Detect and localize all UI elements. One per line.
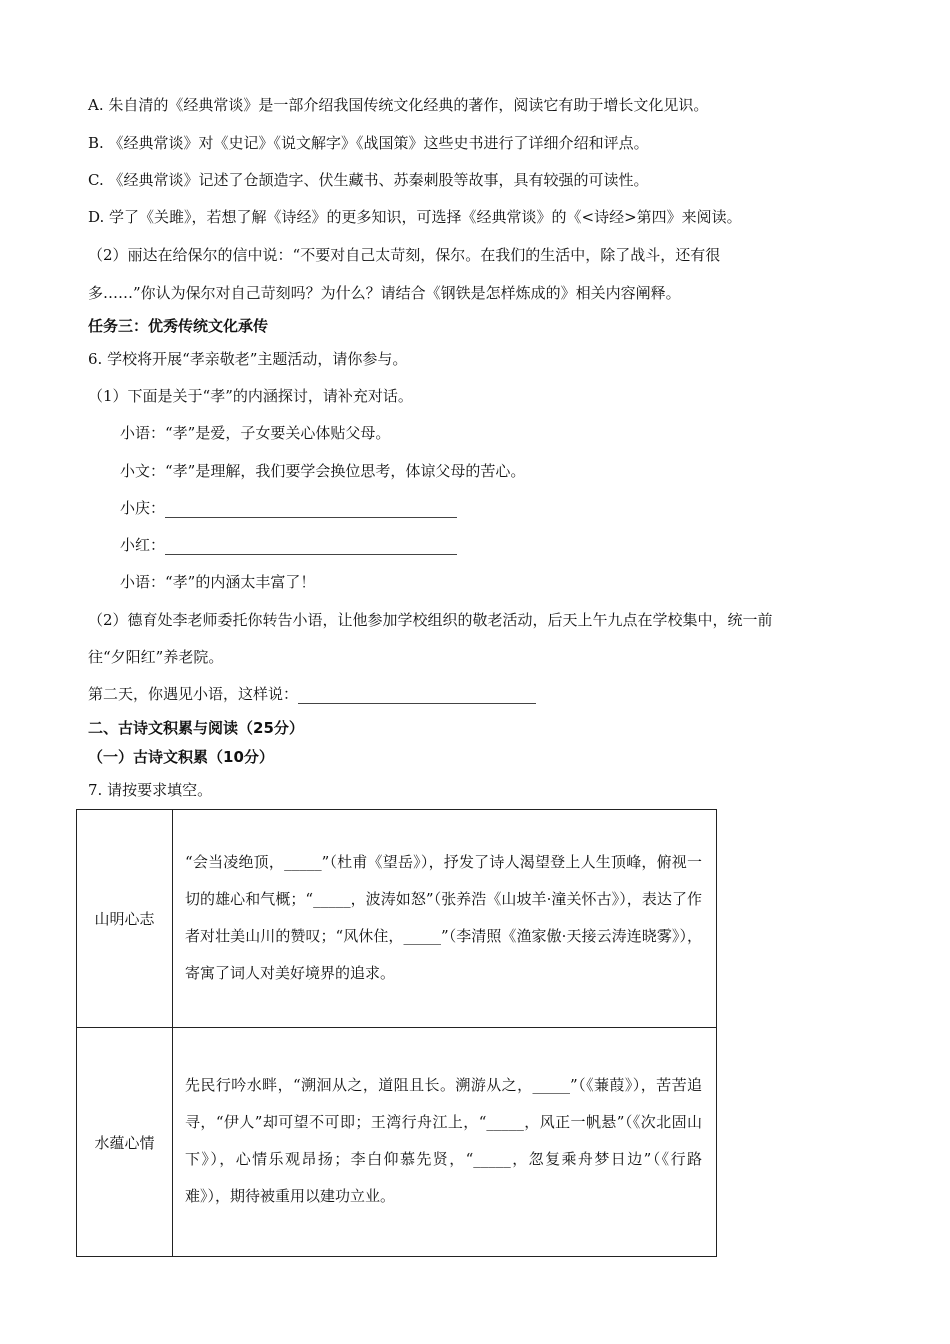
dialog-xiaoqing-row [120, 498, 457, 518]
q6-next-day-text: 第二天，你遇见小语，这样说： [88, 685, 299, 703]
answer-blank-next-day[interactable] [298, 689, 536, 704]
answer-blank-xiaohong[interactable] [165, 540, 457, 555]
row1-content[interactable]: “会当凌绝顶，_____”（杜甫《望岳》），抒发了诗人渴望登上人生顶峰，俯视一切的雄心和气概；“_____，波涛如怒”（张养浩《山坡羊·潼关怀古》），表达了作者对壮美山川的赞叹；“风休住，_____”（李清照《渔家傲·天接云涛连晓雾》），寄寓了词人对美好境界的追求。 [173, 810, 717, 1028]
q6-sub1: （1）下面是关于“孝”的内涵探讨，请补充对话。 [88, 387, 413, 405]
row1-label: 山明心志 [77, 810, 173, 1028]
table-row [77, 1028, 717, 1257]
q6-sub2-line1: （2）德育处李老师委托你转告小语，让他参加学校组织的敬老活动，后天上午九点在学校集中，统一前 [88, 611, 773, 629]
table-row [77, 810, 717, 1028]
q6-stem: 6. 学校将开展“孝亲敬老”主题活动，请你参与。 [88, 350, 408, 368]
section2-subtitle: （一）古诗文积累（10分） [88, 748, 274, 766]
dialog-xiaoqing-label: 小庆： [120, 499, 166, 517]
q6-next-day-row [88, 684, 536, 704]
q7-stem: 7. 请按要求填空。 [88, 781, 213, 799]
q6-sub2-line2: 往“夕阳红”养老院。 [88, 648, 224, 666]
q5-2-line1: （2）丽达在给保尔的信中说：“不要对自己太苛刻，保尔。在我们的生活中，除了战斗，还有很 [88, 246, 721, 264]
row2-label: 水蕴心情 [77, 1028, 173, 1257]
row2-content[interactable]: 先民行吟水畔，“溯洄从之，道阻且长。溯游从之，_____”（《蒹葭》），苦苦追寻，“伊人”却可望不可即；王湾行舟江上，“_____，风正一帆悬”（《次北固山下》），心情乐观昂扬；李白仰慕先贤，“_____，忽复乘舟梦日边”（《行路难》），期待被重用以建功立业。 [173, 1028, 717, 1257]
option-b: B. 《经典常谈》对《史记》《说文解字》《战国策》这些史书进行了详细介绍和评点。 [88, 134, 649, 152]
option-d: D. 学了《关雎》，若想了解《诗经》的更多知识，可选择《经典常谈》的《<诗经>第四》来阅读。 [88, 208, 742, 226]
dialog-xiaohong-row [120, 535, 457, 555]
option-c: C. 《经典常谈》记述了仓颉造字、伏生藏书、苏秦刺股等故事，具有较强的可读性。 [88, 171, 649, 189]
task3-title: 任务三：优秀传统文化承传 [88, 317, 269, 335]
q5-2-line2: 多……”你认为保尔对自己苛刻吗？为什么？请结合《钢铁是怎样炼成的》相关内容阐释。 [88, 284, 681, 302]
poem-table [76, 809, 717, 1257]
answer-blank-xiaoqing[interactable] [165, 503, 457, 518]
dialog-xiaowen: 小文：“孝”是理解，我们要学会换位思考，体谅父母的苦心。 [120, 462, 526, 480]
dialog-xiaohong-label: 小红： [120, 536, 166, 554]
dialog-xiaoyu-2: 小语：“孝”的内涵太丰富了！ [120, 573, 316, 591]
dialog-xiaoyu-1: 小语：“孝”是爱，子女要关心体贴父母。 [120, 424, 391, 442]
section2-title: 二、古诗文积累与阅读（25分） [88, 719, 304, 737]
option-a: A. 朱自清的《经典常谈》是一部介绍我国传统文化经典的著作，阅读它有助于增长文化见识。 [88, 96, 709, 114]
